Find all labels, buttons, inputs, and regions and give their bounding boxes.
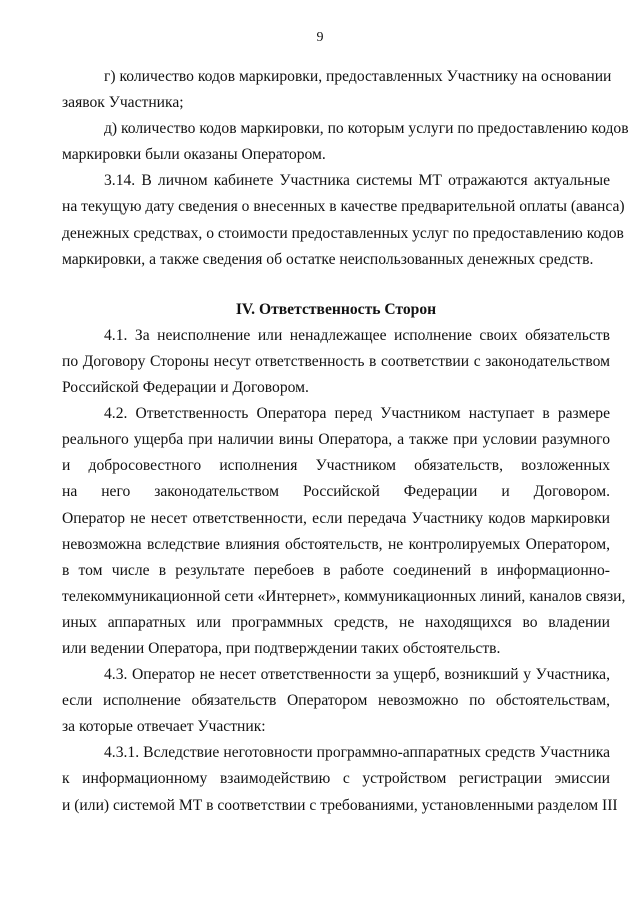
paragraph-line: Оператор не несет ответственности, если передача Участнику кодов маркировки xyxy=(62,509,610,527)
paragraph-line: телекоммуникационной сети «Интернет», коммуникационных линий, каналов связи, xyxy=(62,587,626,605)
clause-4-1 xyxy=(62,323,610,401)
paragraph-line: невозможна вследствие влияния обстоятельств, не контролируемых Оператором, xyxy=(62,535,610,553)
paragraph-line: к информационному взаимодействию с устройством регистрации эмиссии xyxy=(62,770,610,788)
clause-4-3-1 xyxy=(62,740,618,818)
paragraph-line: иных аппаратных или программных средств, не находящихся во владении xyxy=(62,613,610,631)
paragraph-line: 4.1. За неисполнение или ненадлежащее исполнение своих обязательств xyxy=(104,326,610,344)
clause-4-3 xyxy=(62,662,610,740)
paragraph-line: за которые отвечает Участник: xyxy=(62,718,266,736)
paragraph-line: д) количество кодов маркировки, по которым услуги по предоставлению кодов xyxy=(104,120,629,138)
paragraph-line: 4.3. Оператор не несет ответственности за ущерб, возникший у Участника, xyxy=(104,666,610,684)
paragraph-line: маркировки, а также сведения об остатке неиспользованных денежных средств. xyxy=(62,250,594,268)
paragraph-line: 4.2. Ответственность Оператора перед Участником наступает в размере xyxy=(104,405,610,423)
paragraph-line: 4.3.1. Вследствие неготовности программно-аппаратных средств Участника xyxy=(104,744,610,762)
paragraph-line: денежных средствах, о стоимости предоставленных услуг по предоставлению кодов xyxy=(62,224,624,242)
paragraph-line: Российской Федерации и Договором. xyxy=(62,379,309,397)
paragraph-line: маркировки были оказаны Оператором. xyxy=(62,146,326,164)
paragraph-line: и (или) системой МТ в соответствии с требованиями, установленными разделом III xyxy=(62,796,618,814)
paragraph-line: реального ущерба при наличии вины Оператора, а также при условии разумного xyxy=(62,431,610,449)
paragraph-line: на текущую дату сведения о внесенных в качестве предварительной оплаты (аванса) xyxy=(62,198,625,216)
clause-3-14 xyxy=(62,168,625,272)
paragraph-line: в том числе в результате перебоев в работе соединений в информационно- xyxy=(62,561,610,579)
list-item-g xyxy=(62,64,610,116)
paragraph-line: если исполнение обязательств Оператором невозможно по обстоятельствам, xyxy=(62,692,610,710)
paragraph-line: или ведении Оператора, при подтверждении таких обстоятельств. xyxy=(62,639,501,657)
list-item-d xyxy=(62,116,629,168)
clause-4-2 xyxy=(62,401,626,662)
paragraph-line: 3.14. В личном кабинете Участника системы МТ отражаются актуальные xyxy=(104,172,610,190)
page-number: 9 xyxy=(316,30,324,45)
paragraph-line: на него законодательством Российской Федерации и Договором. xyxy=(62,483,610,501)
paragraph-line: и добросовестного исполнения Участником обязательств, возложенных xyxy=(62,457,610,475)
paragraph-line: заявок Участника; xyxy=(62,94,184,112)
section-heading: IV. Ответственность Сторон xyxy=(235,300,437,318)
paragraph-line: г) количество кодов маркировки, предоставленных Участнику на основании xyxy=(104,68,612,85)
document-body xyxy=(62,64,629,819)
paragraph-line: по Договору Стороны несут ответственность в соответствии с законодательством xyxy=(62,352,610,370)
